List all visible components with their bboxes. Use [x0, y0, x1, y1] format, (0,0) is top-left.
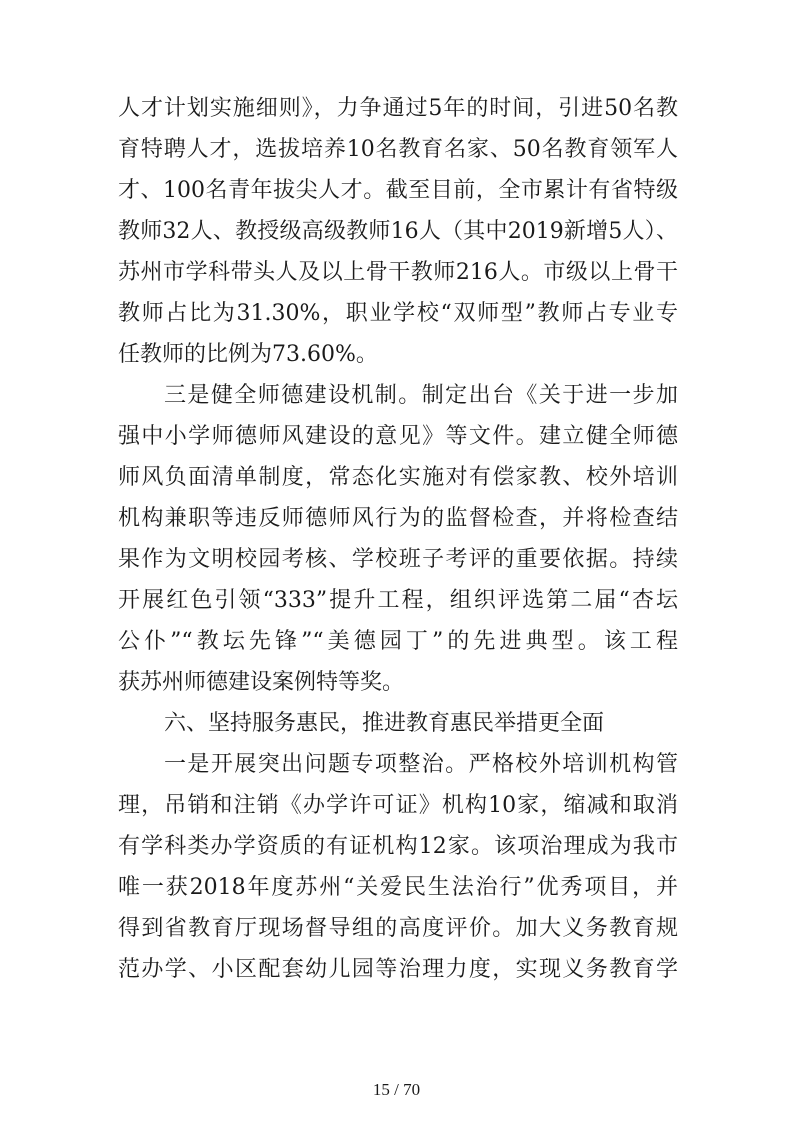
section-heading: 六、坚持服务惠民，推进教育惠民举措更全面: [164, 711, 605, 736]
body-text: [118, 88, 678, 990]
text-line: 才、100名青年拔尖人才。截至目前，全市累计有省特级: [118, 178, 678, 203]
text-line: 获苏州师德建设案例特等奖。: [118, 670, 405, 695]
text-line: 苏州市学科带头人及以上骨干教师216人。市级以上骨干: [118, 260, 678, 285]
text-line: 任教师的比例为73.60%。: [118, 342, 378, 367]
text-line: 育特聘人才，选拔培养10名教育名家、50名教育领军人: [118, 137, 678, 162]
text-line: 机构兼职等违反师德师风行为的监督检查，并将检查结: [118, 506, 678, 531]
text-line: 范办学、小区配套幼儿园等治理力度，实现义务教育学: [118, 957, 678, 982]
text-line: 人才计划实施细则》，力争通过5年的时间，引进50名教: [118, 96, 678, 121]
text-line: 唯一获2018年度苏州“关爱民生法治行”优秀项目，并: [118, 875, 678, 900]
text-line: 教师占比为31.30%，职业学校“双师型”教师占专业专: [118, 301, 678, 326]
text-line: 公仆”“教坛先锋”“美德园丁”的先进典型。该工程: [118, 629, 678, 654]
text-line: 师风负面清单制度，常态化实施对有偿家教、校外培训: [118, 465, 678, 490]
text-line: 得到省教育厅现场督导组的高度评价。加大义务教育规: [118, 916, 678, 941]
text-line: 三是健全师德建设机制。制定出台《关于进一步加: [164, 383, 678, 408]
text-line: 果作为文明校园考核、学校班子考评的重要依据。持续: [118, 547, 678, 572]
text-line: 强中小学师德师风建设的意见》等文件。建立健全师德: [118, 424, 678, 449]
page-number: 15 / 70: [372, 1080, 421, 1099]
text-line: 有学科类办学资质的有证机构12家。该项治理成为我市: [118, 834, 678, 859]
text-line: 理，吊销和注销《办学许可证》机构10家，缩减和取消: [118, 793, 678, 818]
text-line: 开展红色引领“333”提升工程，组织评选第二届“杏坛: [118, 588, 678, 613]
text-line: 一是开展突出问题专项整治。严格校外培训机构管: [164, 752, 678, 777]
text-line: 教师32人、教授级高级教师16人（其中2019新增5人）、: [118, 219, 678, 244]
